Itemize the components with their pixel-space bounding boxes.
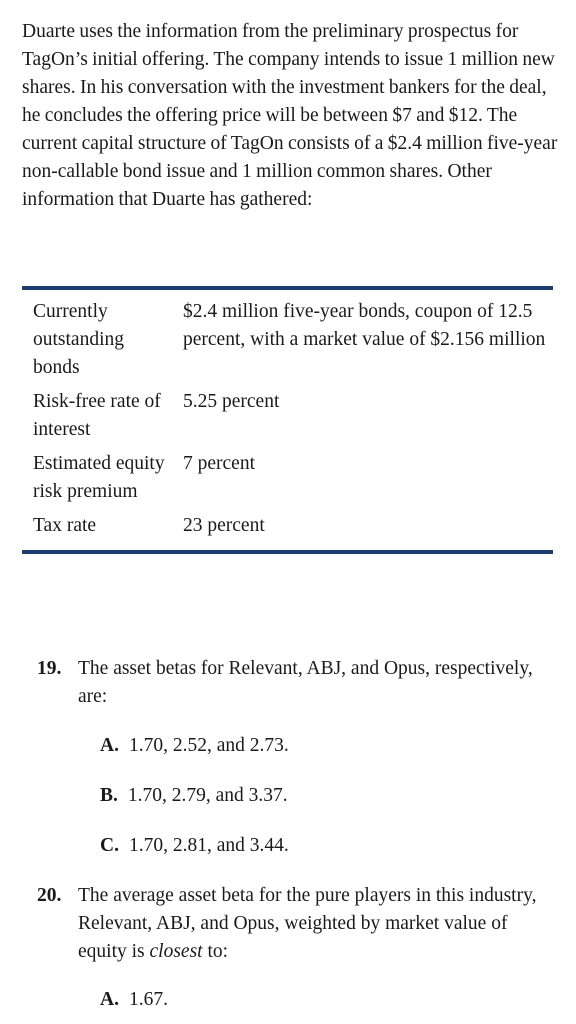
answer-option-b[interactable] (100, 782, 288, 810)
table-row (22, 388, 553, 450)
row-label: Estimated equity risk premium (33, 453, 165, 502)
question-text (78, 882, 547, 966)
question-text-main: The average asset beta for the pure players in this industry, Relevant, ABJ, and Opus, weighted by market value of equity is (78, 885, 537, 962)
table-row (22, 450, 553, 512)
row-label: Risk-free rate of interest (33, 391, 161, 440)
table-row (22, 512, 553, 546)
question-19 (37, 655, 547, 711)
table-row (22, 298, 553, 388)
option-letter: C. (100, 835, 119, 856)
information-table (22, 286, 553, 554)
question-text-end: to: (202, 941, 229, 962)
option-text: 1.70, 2.52, and 2.73. (128, 735, 289, 756)
row-value: 5.25 percent (183, 391, 280, 412)
option-text: 1.70, 2.79, and 3.37. (127, 785, 288, 806)
answer-option-a[interactable] (100, 986, 168, 1014)
question-emphasis: closest (149, 941, 203, 962)
option-letter: B. (100, 785, 118, 806)
answer-option-a[interactable] (100, 732, 289, 760)
intro-paragraph: Duarte uses the information from the preliminary prospectus for TagOn’s initial offering. The company intends to issue 1 million new shares. In his conversation with the investment bankers for the deal, he concludes the offering price will be between $7 and $12. The current capital structure of TagOn consists of a $2.4 million five-year non-callable bond issue and 1 million common shares. Other information that Duarte has gathered: (22, 21, 558, 210)
question-number: 20. (37, 885, 62, 906)
row-value: 23 percent (183, 515, 265, 536)
row-label: Tax rate (33, 515, 97, 536)
question-20 (37, 882, 547, 966)
option-letter: A. (100, 989, 119, 1010)
option-letter: A. (100, 735, 119, 756)
row-value: $2.4 million five-year bonds, coupon of 12.5 percent, with a market value of $2.156 million (183, 301, 546, 350)
question-number: 19. (37, 658, 62, 679)
option-text: 1.67. (128, 989, 168, 1010)
question-text: The asset betas for Relevant, ABJ, and Opus, respectively, are: (78, 658, 533, 707)
option-text: 1.70, 2.81, and 3.44. (128, 835, 289, 856)
row-value: 7 percent (183, 453, 256, 474)
row-label: Currently outstanding bonds (33, 301, 124, 378)
answer-option-c[interactable] (100, 832, 289, 860)
